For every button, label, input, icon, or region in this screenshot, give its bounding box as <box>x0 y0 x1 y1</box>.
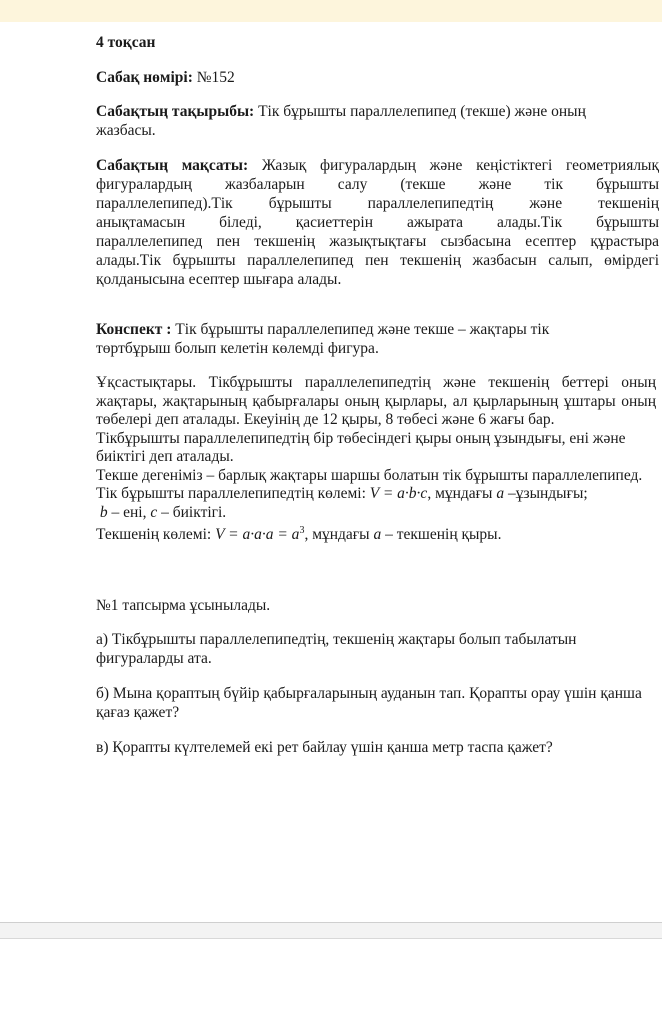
cube-volume-text: Текшенің көлемі: <box>96 526 212 544</box>
task-b: б) Мына қораптың бүйір қабырғаларының ауданын тап. Қорапты орау үшін қанша қағаз қажет? <box>96 685 642 721</box>
cube-var-a: a <box>373 526 382 544</box>
document-page <box>0 22 662 923</box>
volume-formula: V = a·b·c <box>369 485 428 502</box>
cube-volume-formula: V = a·a·a = a <box>215 526 300 544</box>
volume-var-b: b <box>99 503 108 521</box>
task-a: а) Тікбұрышты параллелепипедтің, текшенің жақтары болып табылатын фигураларды ата. <box>96 631 577 667</box>
goal-line-7: қолданысына есептер шығара алады. <box>96 271 342 288</box>
volume-text-length: –ұзындығы; <box>507 485 588 502</box>
parallelepiped-volume <box>96 485 656 522</box>
task-intro: №1 тапсырма ұсынылады. <box>96 597 271 614</box>
cube-volume-exponent: 3 <box>299 525 305 536</box>
summary-value: Тік бұрышты параллелепипед және текше – жақтары тік төртбұрыш болып келетін көлемді фигура. <box>96 321 550 357</box>
cube-definition: Текше дегеніміз – барлық жақтары шаршы болатын тік бұрышты параллелепипед. <box>96 466 643 484</box>
lesson-number-label: Сабақ нөмірі: <box>96 69 193 86</box>
volume-var-c: c <box>150 503 158 521</box>
volume-text-width: – ені, <box>111 503 147 521</box>
lesson-goal-label: Сабақтың мақсаты: <box>96 157 249 174</box>
goal-line-1: Жазық фигуралардың және кеңістіктегі геометриялық <box>261 157 660 174</box>
viewer-top-bar <box>0 0 662 23</box>
lesson-number <box>96 68 235 87</box>
lesson-goal <box>96 156 659 289</box>
task-c: в) Қорапты күлтелемей екі рет байлау үшін қанша метр таспа қажет? <box>96 739 553 756</box>
goal-line-5: параллелепипед пен текшенің жазықтықтағы сызбасына есептер құрастыра <box>96 233 659 250</box>
similarities-paragraph-1: Ұқсастықтары. Тікбұрышты параллелепипедтің және текшенің беттері оның жақтары, жақтарының қабырғалары оның қырлары, ал қырларының ұштары оның төбелері деп аталады. Екеуінің де 12 қыры, 8 төбесі және 6 жағы бар. <box>96 374 656 428</box>
summary <box>96 320 606 358</box>
cube-volume-where: , мұндағы <box>304 526 370 544</box>
lesson-topic-label: Сабақтың тақырыбы: <box>96 103 255 120</box>
similarities-paragraph-2: Тікбұрышты параллелепипедтің бір төбесіндегі қыры оның ұзындығы, ені және биіктігі деп аталады. <box>96 429 626 465</box>
volume-text-height: – биіктігі. <box>161 503 227 521</box>
lesson-topic <box>96 102 641 140</box>
next-page <box>0 939 662 1024</box>
volume-text: Тік бұрышты параллелепипедтің көлемі: <box>96 485 366 502</box>
goal-line-2: фигуралардың жазбаларын салу (текше және тік бұрышты <box>96 176 659 193</box>
goal-line-6: алады.Тік бұрышты параллелепипед пен текшенің жазбасын салып, өмірдегі <box>96 252 659 269</box>
goal-line-3: параллелепипед).Тік бұрышты параллелепипедтің және текшенің <box>96 195 659 212</box>
volume-var-a: a <box>496 485 505 502</box>
goal-line-4: анықтамасын біледі, қасиеттерін ажырата алады.Тік бұрышты <box>96 214 659 231</box>
lesson-number-value: №152 <box>196 69 235 86</box>
summary-label: Конспект : <box>96 321 172 338</box>
similarities-block <box>96 374 656 545</box>
cube-volume <box>96 522 656 545</box>
volume-text-where: , мұндағы <box>427 485 493 502</box>
quarter-heading: 4 тоқсан <box>96 34 156 51</box>
cube-volume-edge: – текшенің қыры. <box>385 526 502 544</box>
lesson-topic-value: Тік бұрышты параллелепипед (текше) және оның жазбасы. <box>96 103 586 139</box>
